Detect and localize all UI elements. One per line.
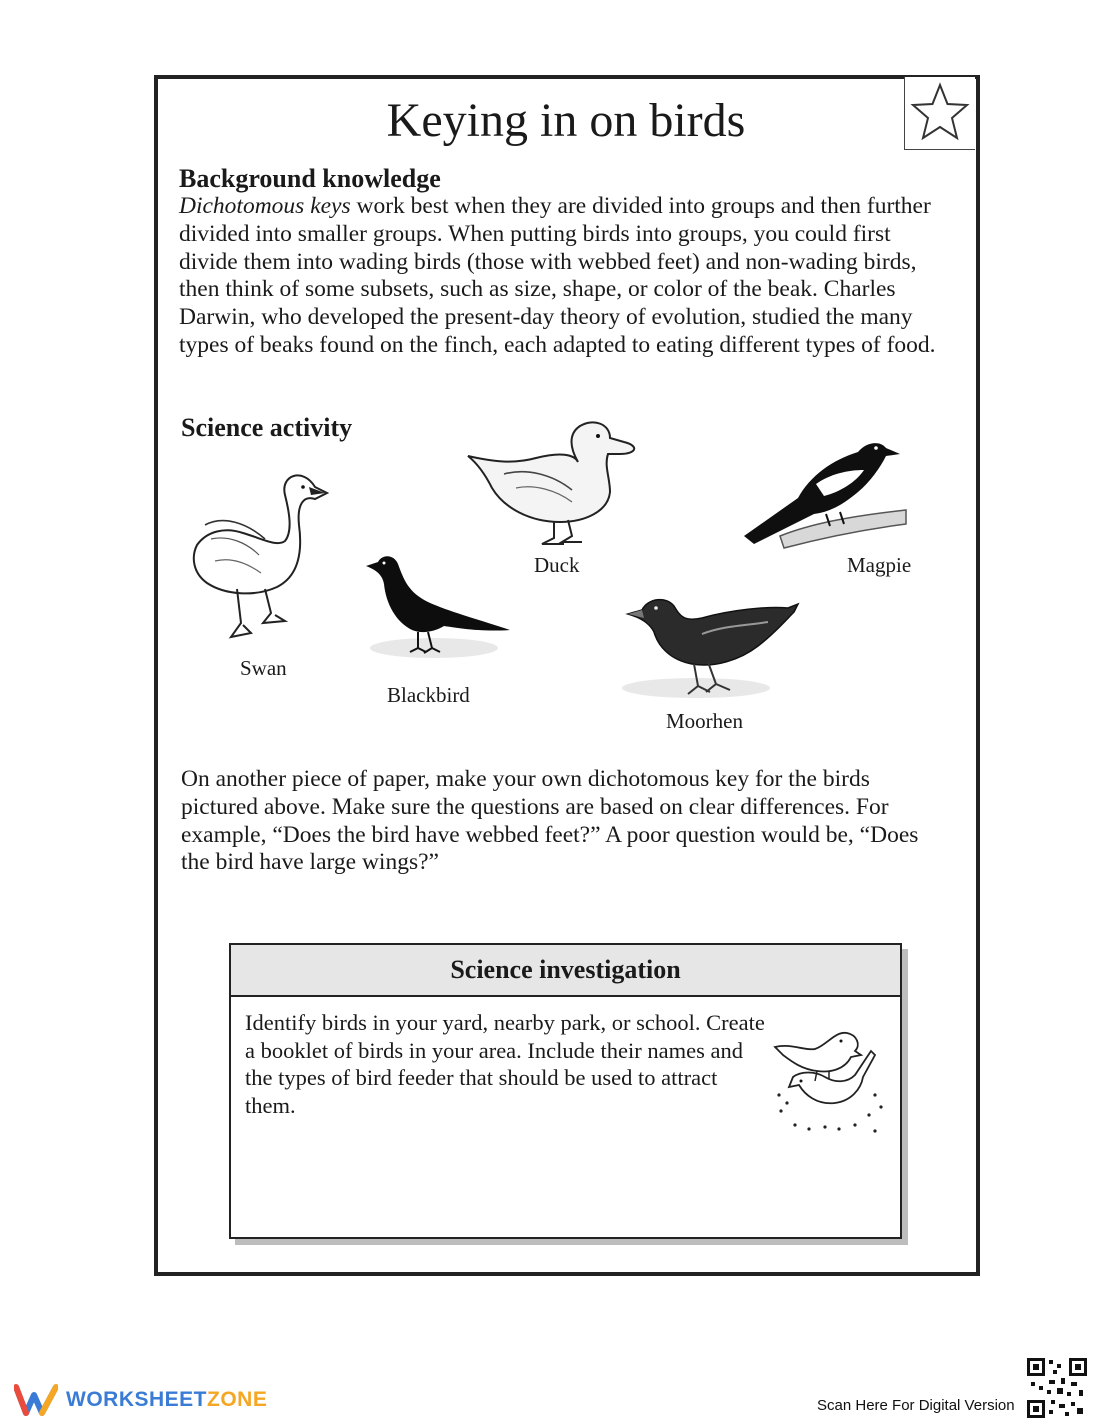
brand-part1: WORKSHEET [66,1388,207,1411]
background-text: work best when they are divided into groups and then further divided into smaller groups. When putting birds into groups, you could first divide them into wading birds (those with webbed feet) and non-wading birds, then think of some subsets, such as size, shape, or color of the beak. Charles Darwin, who developed the present-day theory of evolution, studied the many types of beaks found on the finch, each adapted to eating different types of food. [179,193,936,358]
qr-code-icon[interactable] [1027,1358,1087,1418]
magpie-illustration [740,432,910,552]
brand-wordmark [66,1388,267,1412]
duck-illustration [464,418,642,548]
blackbird-illustration [362,552,512,664]
moorhen-label: Moorhen [666,709,743,733]
duck-label: Duck [534,553,580,577]
background-heading: Background knowledge [179,164,441,193]
background-paragraph [179,193,949,360]
worksheetzone-logo[interactable] [14,1383,267,1417]
investigation-heading: Science investigation [231,945,900,997]
dichotomous-keys-term: Dichotomous keys [179,193,351,219]
magpie-label: Magpie [847,553,912,577]
blackbird-label: Blackbird [387,683,470,707]
page-title: Keying in on birds [386,94,746,147]
moorhen-illustration [618,590,802,702]
investigation-box [229,943,902,1239]
investigation-text: Identify birds in your yard, nearby park, or school. Create a booklet of birds in your area. Include their names and the types of bird feeder that should be used to attract them. [245,1010,765,1118]
feeding-birds-icon [771,1025,891,1140]
brand-part2: ZONE [207,1388,268,1411]
scan-instruction: Scan Here For Digital Version [817,1397,1015,1414]
swan-illustration [185,465,335,645]
brand-w-icon [14,1383,58,1417]
activity-instructions: On another piece of paper, make your own dichotomous key for the birds pictured above. Make sure the questions are based on clear differences. For example, “Does the bird have webbed feet?” A poor question would be, “Does the bird have large wings?” [181,766,919,876]
activity-heading: Science activity [181,413,353,442]
swan-label: Swan [240,656,287,680]
